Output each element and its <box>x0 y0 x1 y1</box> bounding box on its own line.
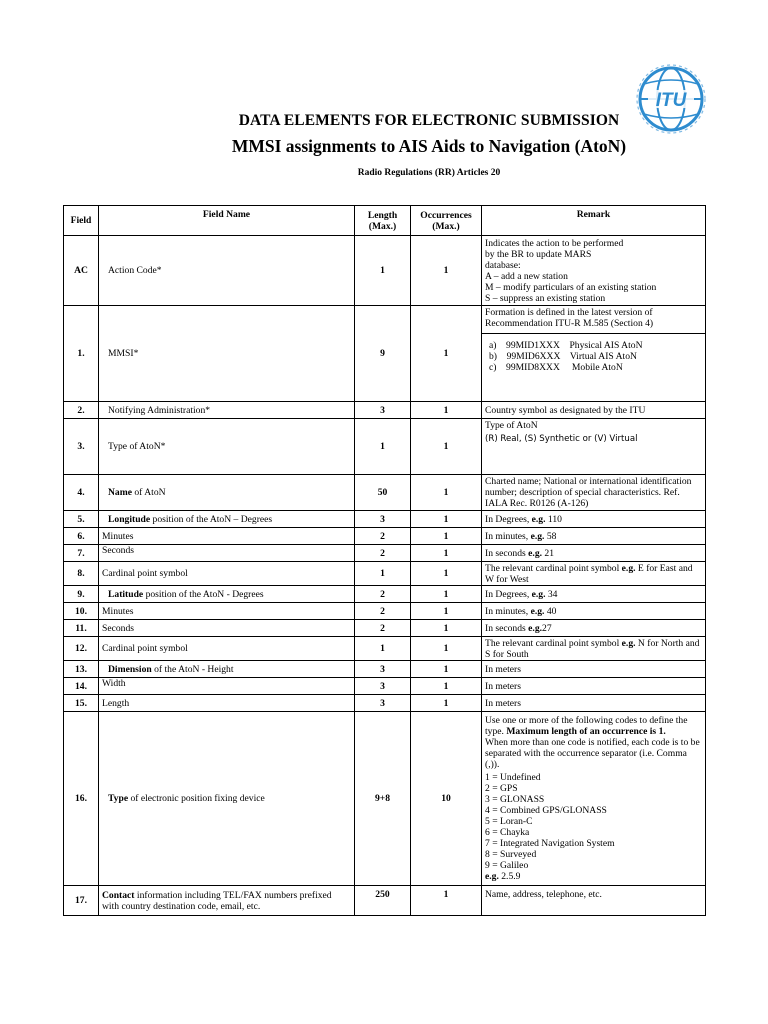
table-row <box>64 695 706 712</box>
field-code: 5. <box>64 511 99 528</box>
field-code: 17. <box>64 886 99 916</box>
field-name: Contact information including TEL/FAX numbers prefixed with country destination code, email, etc. <box>99 886 355 916</box>
table-row <box>64 511 706 528</box>
field-occurrences: 1 <box>411 603 482 620</box>
field-length: 2 <box>355 586 411 603</box>
field-code: 8. <box>64 562 99 586</box>
field-code: 13. <box>64 661 99 678</box>
itu-logo-text: ITU <box>655 90 687 111</box>
field-occurrences: 1 <box>411 661 482 678</box>
field-length: 1 <box>355 419 411 475</box>
table-row <box>64 562 706 586</box>
table-row <box>64 586 706 603</box>
field-length: 3 <box>355 695 411 712</box>
field-occurrences: 1 <box>411 586 482 603</box>
field-code: 6. <box>64 528 99 545</box>
field-code: 11. <box>64 620 99 637</box>
table-row <box>64 661 706 678</box>
field-remark: In seconds e.g.27 <box>482 620 706 637</box>
field-length: 3 <box>355 678 411 695</box>
field-length: 1 <box>355 236 411 306</box>
field-name: Latitude position of the AtoN - Degrees <box>99 586 355 603</box>
field-occurrences: 1 <box>411 886 482 916</box>
field-remark: In Degrees, e.g. 110 <box>482 511 706 528</box>
field-code: 2. <box>64 402 99 419</box>
field-remark: In Degrees, e.g. 34 <box>482 586 706 603</box>
field-name: Type of electronic position fixing device <box>99 712 355 886</box>
field-name: Length <box>99 695 355 712</box>
field-name: Dimension of the AtoN - Height <box>99 661 355 678</box>
column-header-field: Field <box>64 206 99 236</box>
field-length: 2 <box>355 603 411 620</box>
field-occurrences: 1 <box>411 236 482 306</box>
field-length: 3 <box>355 511 411 528</box>
table-row <box>64 637 706 661</box>
field-remark: In meters <box>482 678 706 695</box>
field-length: 3 <box>355 661 411 678</box>
field-name: Seconds <box>99 620 355 637</box>
field-name: Minutes <box>99 603 355 620</box>
field-remark: Name, address, telephone, etc. <box>482 886 706 916</box>
field-code: 12. <box>64 637 99 661</box>
table-row <box>64 886 706 916</box>
field-length: 2 <box>355 620 411 637</box>
field-code: AC <box>64 236 99 306</box>
field-length: 250 <box>355 886 411 916</box>
field-length: 1 <box>355 562 411 586</box>
field-remark: The relevant cardinal point symbol e.g. N for North and S for South <box>482 637 706 661</box>
column-header-name: Field Name <box>99 206 355 236</box>
field-occurrences: 1 <box>411 402 482 419</box>
field-length: 9+8 <box>355 712 411 886</box>
field-name: Notifying Administration* <box>99 402 355 419</box>
field-code: 7. <box>64 545 99 562</box>
field-remark: In meters <box>482 695 706 712</box>
field-name: Minutes <box>99 528 355 545</box>
field-length: 50 <box>355 475 411 511</box>
field-code: 16. <box>64 712 99 886</box>
field-occurrences: 1 <box>411 475 482 511</box>
field-occurrences: 1 <box>411 511 482 528</box>
field-occurrences: 1 <box>411 545 482 562</box>
field-remark: Charted name; National or international identification number; description of special characteristics. Ref. IALA Rec. R0126 (A-126) <box>482 475 706 511</box>
field-remark: In seconds e.g. 21 <box>482 545 706 562</box>
field-remark: In minutes, e.g. 40 <box>482 603 706 620</box>
field-occurrences: 1 <box>411 620 482 637</box>
field-code: 1. <box>64 306 99 402</box>
table-row <box>64 528 706 545</box>
field-remark: Country symbol as designated by the ITU <box>482 402 706 419</box>
field-name: Longitude position of the AtoN – Degrees <box>99 511 355 528</box>
field-occurrences: 1 <box>411 562 482 586</box>
field-code: 3. <box>64 419 99 475</box>
field-length: 1 <box>355 637 411 661</box>
page-subtitle: MMSI assignments to AIS Aids to Navigation (AtoN) <box>231 136 627 156</box>
field-code: 9. <box>64 586 99 603</box>
field-name: Cardinal point symbol <box>99 637 355 661</box>
field-occurrences: 1 <box>411 637 482 661</box>
field-code: 4. <box>64 475 99 511</box>
field-name: Width <box>99 678 355 695</box>
table-header-row <box>64 206 706 236</box>
field-remark: In meters <box>482 661 706 678</box>
field-name: Seconds <box>99 545 355 562</box>
field-name: Cardinal point symbol <box>99 562 355 586</box>
field-remark: Indicates the action to be performed by the BR to update MARS database: A – add a new station M – modify particulars of an existing station S – suppress an existing station <box>482 236 706 306</box>
field-code: 14. <box>64 678 99 695</box>
column-header-remark: Remark <box>482 206 706 236</box>
field-length: 3 <box>355 402 411 419</box>
field-name: Action Code* <box>99 236 355 306</box>
field-name: Type of AtoN* <box>99 419 355 475</box>
table-row <box>64 603 706 620</box>
field-remark: The relevant cardinal point symbol e.g. E for East and W for West <box>482 562 706 586</box>
column-header-occurrences: Occurrences (Max.) <box>411 206 482 236</box>
table-row <box>64 402 706 419</box>
field-occurrences: 1 <box>411 678 482 695</box>
field-remark: Type of AtoN (R) Real, (S) Synthetic or (V) Virtual <box>482 419 706 475</box>
table-row <box>64 678 706 695</box>
field-code: 15. <box>64 695 99 712</box>
page-reference: Radio Regulations (RR) Articles 20 <box>357 168 501 178</box>
field-occurrences: 1 <box>411 695 482 712</box>
field-length: 2 <box>355 528 411 545</box>
field-code: 10. <box>64 603 99 620</box>
page-title: DATA ELEMENTS FOR ELECTRONIC SUBMISSION <box>238 112 620 129</box>
table-row <box>64 545 706 562</box>
field-length: 2 <box>355 545 411 562</box>
table-row <box>64 236 706 306</box>
field-occurrences: 1 <box>411 306 482 402</box>
field-occurrences: 1 <box>411 528 482 545</box>
table-row <box>64 306 706 402</box>
data-elements-table <box>63 205 706 916</box>
table-row <box>64 419 706 475</box>
table-row <box>64 475 706 511</box>
table-row <box>64 712 706 886</box>
field-length: 9 <box>355 306 411 402</box>
column-header-length: Length (Max.) <box>355 206 411 236</box>
field-occurrences: 1 <box>411 419 482 475</box>
field-name: Name of AtoN <box>99 475 355 511</box>
field-occurrences: 10 <box>411 712 482 886</box>
field-name: MMSI* <box>99 306 355 402</box>
field-remark: Use one or more of the following codes to define the type. Maximum length of an occurrence is 1. When more than one code is notified, each code is to be separated with the occurrence separator (i.e. Comma (,)). 1 = Undefined 2 = GPS 3 = GLONASS 4 = Combined GPS/GLONASS 5 = Loran-C 6 = Chayka 7 = Integrated Navigation System 8 = Surveyed 9 = Galileo e.g. 2.5.9 <box>482 712 706 886</box>
table-row <box>64 620 706 637</box>
field-remark: Formation is defined in the latest version of Recommendation ITU-R M.585 (Section 4) a) 99MID1XXX Physical AIS AtoN b) 99MID6XXX Virtual AIS AtoN c) 99MID8XXX Mobile AtoN <box>482 306 706 402</box>
field-remark: In minutes, e.g. 58 <box>482 528 706 545</box>
